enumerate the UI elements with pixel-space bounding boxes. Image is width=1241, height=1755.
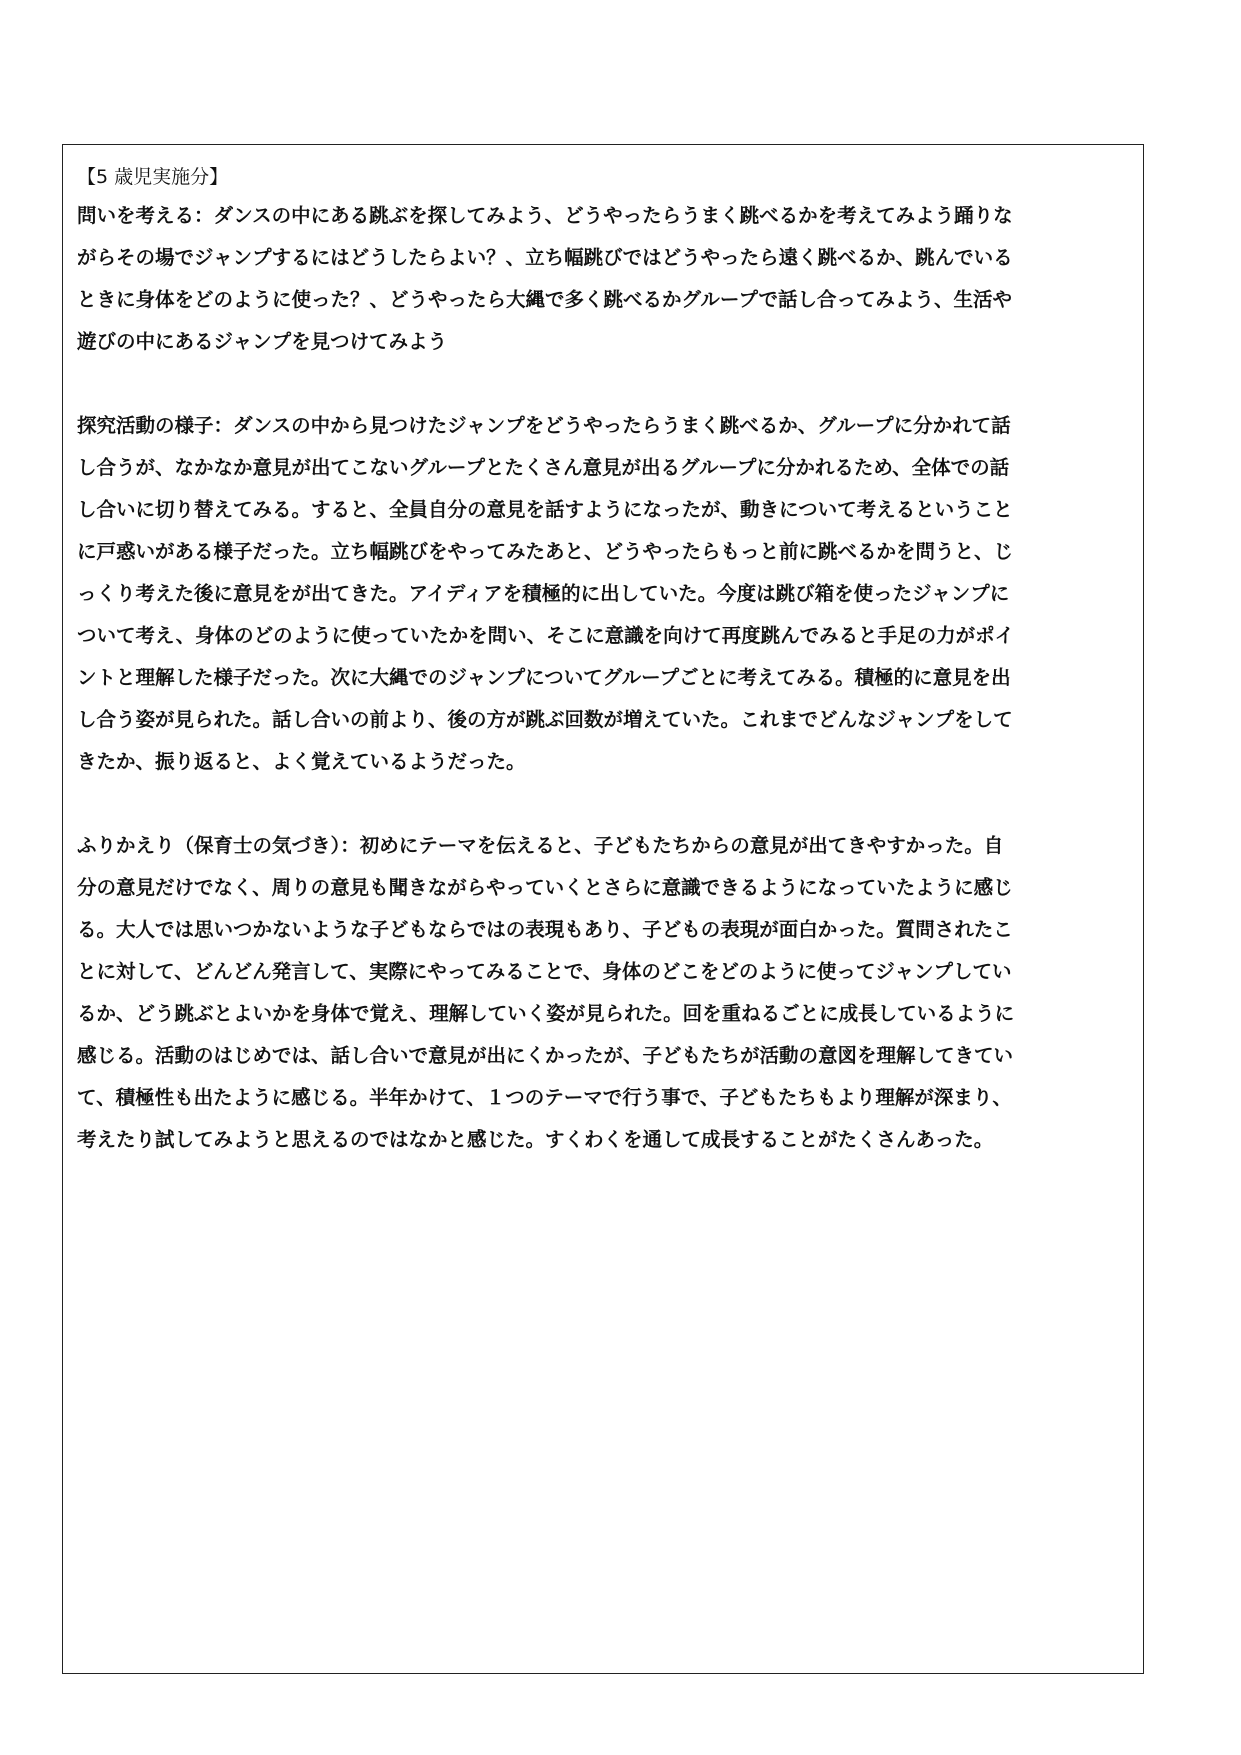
paragraph-spacer [77,363,1127,405]
paragraph-line: ときに身体をどのように使った？、どうやったら大縄で多く跳べるかグループで話し合ってみよう、生活や [77,288,1013,311]
paragraph-line: っくり考えた後に意見をが出てきた。アイディアを積極的に出していた。今度は跳び箱を使ったジャンプに [77,582,1010,605]
paragraph-line: 問いを考える：ダンスの中にある跳ぶを探してみよう、どうやったらうまく跳べるかを考えてみよう踊りな [77,204,1013,227]
paragraph-line: し合いに切り替えてみる。すると、全員自分の意見を話すようになったが、動きについて考えるということ [77,498,1013,521]
paragraph-line: 考えたり試してみようと思えるのではなかと感じた。すくわくを通して成長することがたくさんあった。 [77,1128,994,1151]
paragraph-line: に戸惑いがある様子だった。立ち幅跳びをやってみたあと、どうやったらもっと前に跳べるかを問うと、じ [77,540,1014,563]
section-heading: 【5 歳児実施分】 [77,166,229,188]
paragraph-line: 探究活動の様子：ダンスの中から見つけたジャンプをどうやったらうまく跳べるか、グループに分かれて話 [77,414,1011,437]
paragraph-line: 感じる。活動のはじめでは、話し合いで意見が出にくかったが、子どもたちが活動の意図を理解してきてい [77,1044,1014,1067]
paragraph-line: る。大人では思いつかないような子どもならではの表現もあり、子どもの表現が面白かった。質問されたこ [77,918,1013,941]
report-content [77,163,1127,1161]
paragraph-line: 遊びの中にあるジャンプを見つけてみよう [77,330,448,353]
paragraph-line: るか、どう跳ぶとよいかを身体で覚え、理解していく姿が見られた。回を重ねるごとに成長しているように [77,1002,1015,1025]
paragraph-line: ついて考え、身体のどのように使っていたかを問い、そこに意識を向けて再度跳んでみると手足の力がポイ [77,624,1015,647]
paragraph-line: がらその場でジャンプするにはどうしたらよい？、立ち幅跳びではどうやったら遠く跳べるか、跳んでいる [77,246,1013,269]
questions-paragraph [77,195,1127,363]
report-frame [62,144,1144,1674]
reflection-paragraph [77,825,1127,1161]
activity-paragraph [77,405,1127,783]
paragraph-line: ふりかえり（保育士の気づき）：初めにテーマを伝えると、子どもたちからの意見が出てきやすかった。自 [77,834,1004,857]
paragraph-line: て、積極性も出たように感じる。半年かけて、１つのテーマで行う事で、子どもたちもより理解が深まり、 [77,1086,1012,1109]
paragraph-line: とに対して、どんどん発言して、実際にやってみることで、身体のどこをどのように使ってジャンプしてい [77,960,1012,983]
paragraph-line: きたか、振り返ると、よく覚えているようだった。 [77,750,526,773]
paragraph-line: 分の意見だけでなく、周りの意見も聞きながらやっていくとさらに意識できるようになっていたように感じ [77,876,1013,899]
paragraph-line: ントと理解した様子だった。次に大縄でのジャンプについてグループごとに考えてみる。積極的に意見を出 [77,666,1011,689]
paragraph-line: し合う姿が見られた。話し合いの前より、後の方が跳ぶ回数が増えていた。これまでどんなジャンプをして [77,708,1013,731]
paragraph-line: し合うが、なかなか意見が出てこないグループとたくさん意見が出るグループに分かれるため、全体での話 [77,456,1010,479]
paragraph-spacer [77,783,1127,825]
